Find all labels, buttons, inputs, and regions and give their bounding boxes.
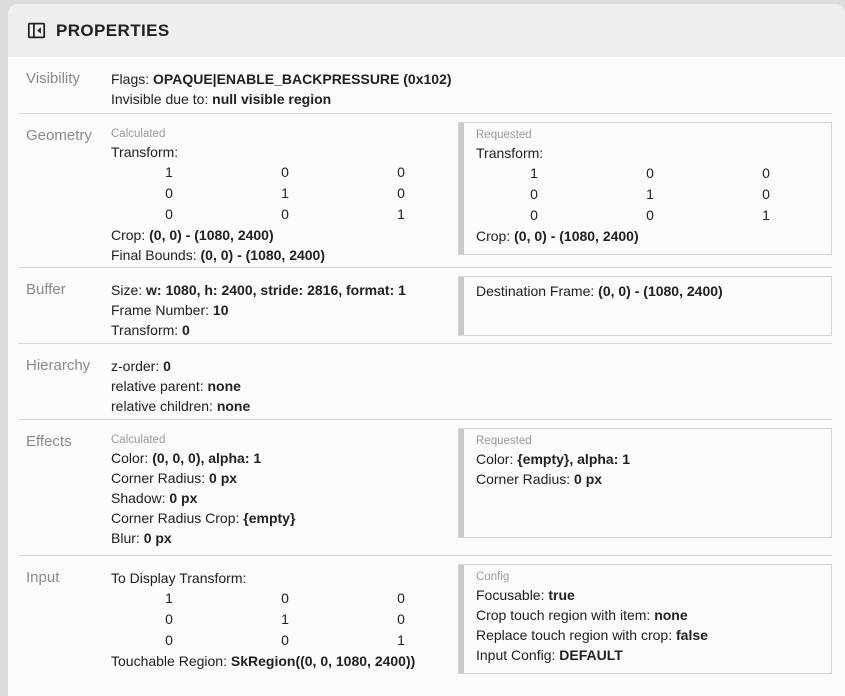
section-geometry	[18, 113, 832, 267]
group-tag: Requested	[476, 129, 532, 141]
property-value: none	[207, 378, 241, 394]
property-key: Crop:	[476, 228, 515, 244]
properties-panel	[8, 4, 845, 696]
section-effects	[18, 419, 832, 555]
buffer-property-line	[111, 280, 458, 300]
section-left-geometry	[111, 126, 458, 265]
section-buffer	[18, 267, 832, 343]
geometry-transform-matrix	[111, 162, 458, 225]
section-left-visibility	[111, 69, 458, 109]
section-right-input	[458, 568, 832, 674]
property-value: {empty}, alpha: 1	[517, 451, 631, 467]
section-label-hierarchy: Hierarchy	[26, 357, 91, 374]
matrix-cell: 1	[646, 186, 654, 202]
property-key: Crop:	[111, 227, 150, 243]
property-key: Frame Number:	[111, 302, 213, 318]
property-key: Input Config:	[476, 647, 560, 663]
property-key: Color:	[111, 450, 153, 466]
property-key: Shadow:	[111, 490, 170, 506]
property-value: true	[548, 587, 575, 603]
panel-title: PROPERTIES	[56, 20, 170, 40]
section-right-buffer	[458, 280, 832, 336]
property-value: 0	[163, 358, 171, 374]
matrix-cell: 0	[397, 185, 405, 201]
matrix-cell: 1	[165, 164, 173, 180]
property-value: 0 px	[169, 490, 198, 506]
matrix-cell: 1	[281, 185, 289, 201]
section-label-effects: Effects	[26, 433, 72, 450]
geometry-property-line	[111, 142, 458, 162]
effects-property-line	[111, 488, 458, 508]
section-left-buffer	[111, 280, 458, 340]
buffer-property-line	[111, 300, 458, 320]
matrix-cell: 0	[165, 611, 173, 627]
matrix-cell: 0	[646, 207, 654, 223]
properties-header	[8, 4, 845, 57]
matrix-cell: 0	[530, 186, 538, 202]
property-value: 0 px	[574, 471, 603, 487]
property-value: 0 px	[209, 470, 238, 486]
property-key: Flags:	[111, 71, 154, 87]
effects-property-line	[111, 528, 458, 548]
geometry-property-line	[111, 225, 458, 245]
property-key: z-order:	[111, 358, 164, 374]
effects-requested-box	[458, 428, 832, 538]
matrix-cell: 0	[397, 590, 405, 606]
matrix-cell: 0	[762, 186, 770, 202]
matrix-cell: 1	[397, 632, 405, 648]
property-value: none	[654, 607, 688, 623]
property-value: (0, 0) - (1080, 2400)	[200, 247, 326, 263]
property-value: none	[216, 398, 251, 414]
property-value: 10	[212, 302, 229, 318]
input-property-line	[111, 568, 458, 588]
property-key: Transform:	[111, 144, 179, 160]
property-key: Replace touch region with crop:	[476, 627, 676, 643]
property-key: Blur:	[111, 530, 144, 546]
property-key: relative parent:	[111, 378, 208, 394]
property-key: Color:	[476, 451, 518, 467]
matrix-cell: 0	[165, 206, 173, 222]
left-panel-close-icon[interactable]	[25, 20, 47, 42]
section-label-visibility: Visibility	[26, 70, 80, 87]
buffer-property-line	[476, 281, 823, 301]
matrix-cell: 0	[281, 206, 289, 222]
visibility-property-line	[111, 89, 458, 109]
matrix-cell: 0	[165, 632, 173, 648]
property-key: Transform:	[111, 322, 183, 338]
property-key: Touchable Region:	[111, 653, 231, 669]
buffer-property-line	[111, 320, 458, 340]
matrix-cell: 0	[762, 165, 770, 181]
matrix-cell: 1	[762, 207, 770, 223]
property-value: false	[676, 627, 708, 643]
property-value: (0, 0, 0), alpha: 1	[152, 450, 262, 466]
section-left-hierarchy	[111, 356, 458, 416]
input-property-line	[476, 585, 823, 605]
matrix-cell: 0	[397, 164, 405, 180]
matrix-cell: 1	[530, 165, 538, 181]
property-value: (0, 0) - (1080, 2400)	[149, 227, 274, 243]
sections-container	[8, 57, 845, 692]
property-key: Final Bounds:	[111, 247, 201, 263]
property-key: Destination Frame:	[476, 283, 599, 299]
effects-property-line	[111, 468, 458, 488]
effects-property-line	[111, 448, 458, 468]
effects-property-line	[476, 469, 823, 489]
property-value: OPAQUE|ENABLE_BACKPRESSURE (0x102)	[153, 71, 452, 87]
property-key: Transform:	[476, 145, 544, 161]
section-label-input: Input	[26, 569, 60, 586]
group-tag: Calculated	[111, 434, 166, 446]
input-property-line	[111, 651, 458, 671]
geometry-property-line	[111, 245, 458, 265]
property-key: Crop touch region with item:	[476, 607, 655, 623]
matrix-cell: 0	[281, 590, 289, 606]
input-property-line	[476, 605, 823, 625]
property-value: DEFAULT	[559, 647, 623, 663]
property-key: Corner Radius:	[476, 471, 575, 487]
section-left-input	[111, 568, 458, 671]
matrix-cell: 0	[530, 207, 538, 223]
effects-property-line	[111, 508, 458, 528]
property-key: Size:	[111, 282, 147, 298]
section-label-geometry: Geometry	[26, 127, 92, 144]
property-value: 0 px	[143, 530, 172, 546]
property-value: SkRegion((0, 0, 1080, 2400))	[230, 653, 416, 669]
property-key: To Display Transform:	[111, 570, 247, 586]
hierarchy-property-line	[111, 376, 458, 396]
input-property-line	[476, 625, 823, 645]
section-hierarchy	[18, 343, 832, 419]
matrix-cell: 1	[397, 206, 405, 222]
geometry-transform-matrix	[476, 163, 823, 226]
property-key: Invisible due to:	[111, 91, 213, 107]
section-right-geometry	[458, 126, 832, 255]
hierarchy-property-line	[111, 396, 458, 416]
effects-property-line	[476, 449, 823, 469]
property-value: null visible region	[212, 91, 332, 107]
input-transform-matrix	[111, 588, 458, 651]
geometry-property-line	[476, 143, 823, 163]
section-label-buffer: Buffer	[26, 281, 66, 298]
group-tag: Calculated	[111, 128, 166, 140]
geometry-property-line	[476, 226, 823, 246]
property-key: Corner Radius:	[111, 470, 210, 486]
group-tag: Requested	[476, 435, 532, 447]
property-key: relative children:	[111, 398, 217, 414]
hierarchy-property-line	[111, 356, 458, 376]
section-input	[18, 555, 832, 692]
visibility-property-line	[111, 69, 458, 89]
buffer-requested-box	[458, 276, 832, 336]
property-value: (0, 0) - (1080, 2400)	[514, 228, 639, 244]
matrix-cell: 0	[281, 164, 289, 180]
input-property-line	[476, 645, 823, 665]
property-value: w: 1080, h: 2400, stride: 2816, format: 1	[146, 282, 406, 298]
section-visibility	[18, 57, 832, 113]
property-value: {empty}	[243, 510, 296, 526]
property-value: (0, 0) - (1080, 2400)	[598, 283, 723, 299]
matrix-cell: 0	[397, 611, 405, 627]
matrix-cell: 0	[281, 632, 289, 648]
geometry-requested-box	[458, 122, 832, 255]
section-left-effects	[111, 432, 458, 548]
property-key: Focusable:	[476, 587, 549, 603]
matrix-cell: 0	[165, 185, 173, 201]
matrix-cell: 0	[646, 165, 654, 181]
property-value: 0	[182, 322, 190, 338]
matrix-cell: 1	[281, 611, 289, 627]
matrix-cell: 1	[165, 590, 173, 606]
property-key: Corner Radius Crop:	[111, 510, 244, 526]
input-requested-box	[458, 564, 832, 674]
section-right-effects	[458, 432, 832, 538]
group-tag: Config	[476, 571, 510, 583]
